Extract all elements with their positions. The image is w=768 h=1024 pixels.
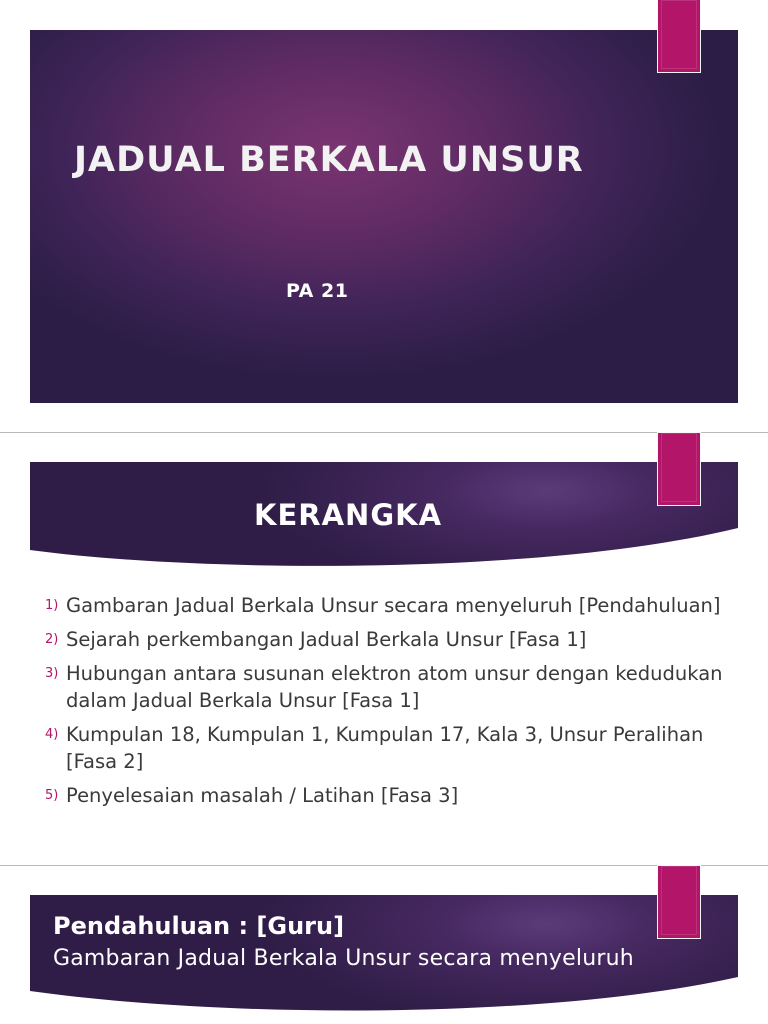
list-number: 3) <box>45 666 59 681</box>
slide-subtitle: PA 21 <box>286 280 349 302</box>
outline-list <box>45 592 725 816</box>
list-number: 1) <box>45 598 59 613</box>
slide-divider <box>0 432 768 433</box>
intro-heading: Pendahuluan : [Guru] <box>53 912 345 940</box>
list-item <box>45 660 725 714</box>
slide-title: JADUAL BERKALA UNSUR <box>74 140 584 180</box>
outline-title: KERANGKA <box>254 498 443 532</box>
accent-ribbon <box>658 433 700 505</box>
list-text: Kumpulan 18, Kumpulan 1, Kumpulan 17, Kala 3, Unsur Peralihan [Fasa 2] <box>66 723 704 773</box>
slide-divider <box>0 865 768 866</box>
accent-ribbon <box>658 0 700 72</box>
list-number: 4) <box>45 727 59 742</box>
list-item <box>45 782 725 809</box>
title-slide <box>30 30 738 403</box>
list-text: Penyelesaian masalah / Latihan [Fasa 3] <box>66 784 459 807</box>
list-number: 2) <box>45 632 59 647</box>
list-item <box>45 721 725 775</box>
list-item <box>45 592 725 619</box>
list-item <box>45 626 725 653</box>
list-text: Hubungan antara susunan elektron atom unsur dengan kedudukan dalam Jadual Berkala Unsur [Fasa 1] <box>66 662 723 712</box>
list-number: 5) <box>45 788 59 803</box>
accent-ribbon <box>658 866 700 938</box>
list-text: Gambaran Jadual Berkala Unsur secara menyeluruh [Pendahuluan] <box>66 594 721 617</box>
list-text: Sejarah perkembangan Jadual Berkala Unsur [Fasa 1] <box>66 628 587 651</box>
intro-text: Gambaran Jadual Berkala Unsur secara menyeluruh <box>53 946 634 971</box>
